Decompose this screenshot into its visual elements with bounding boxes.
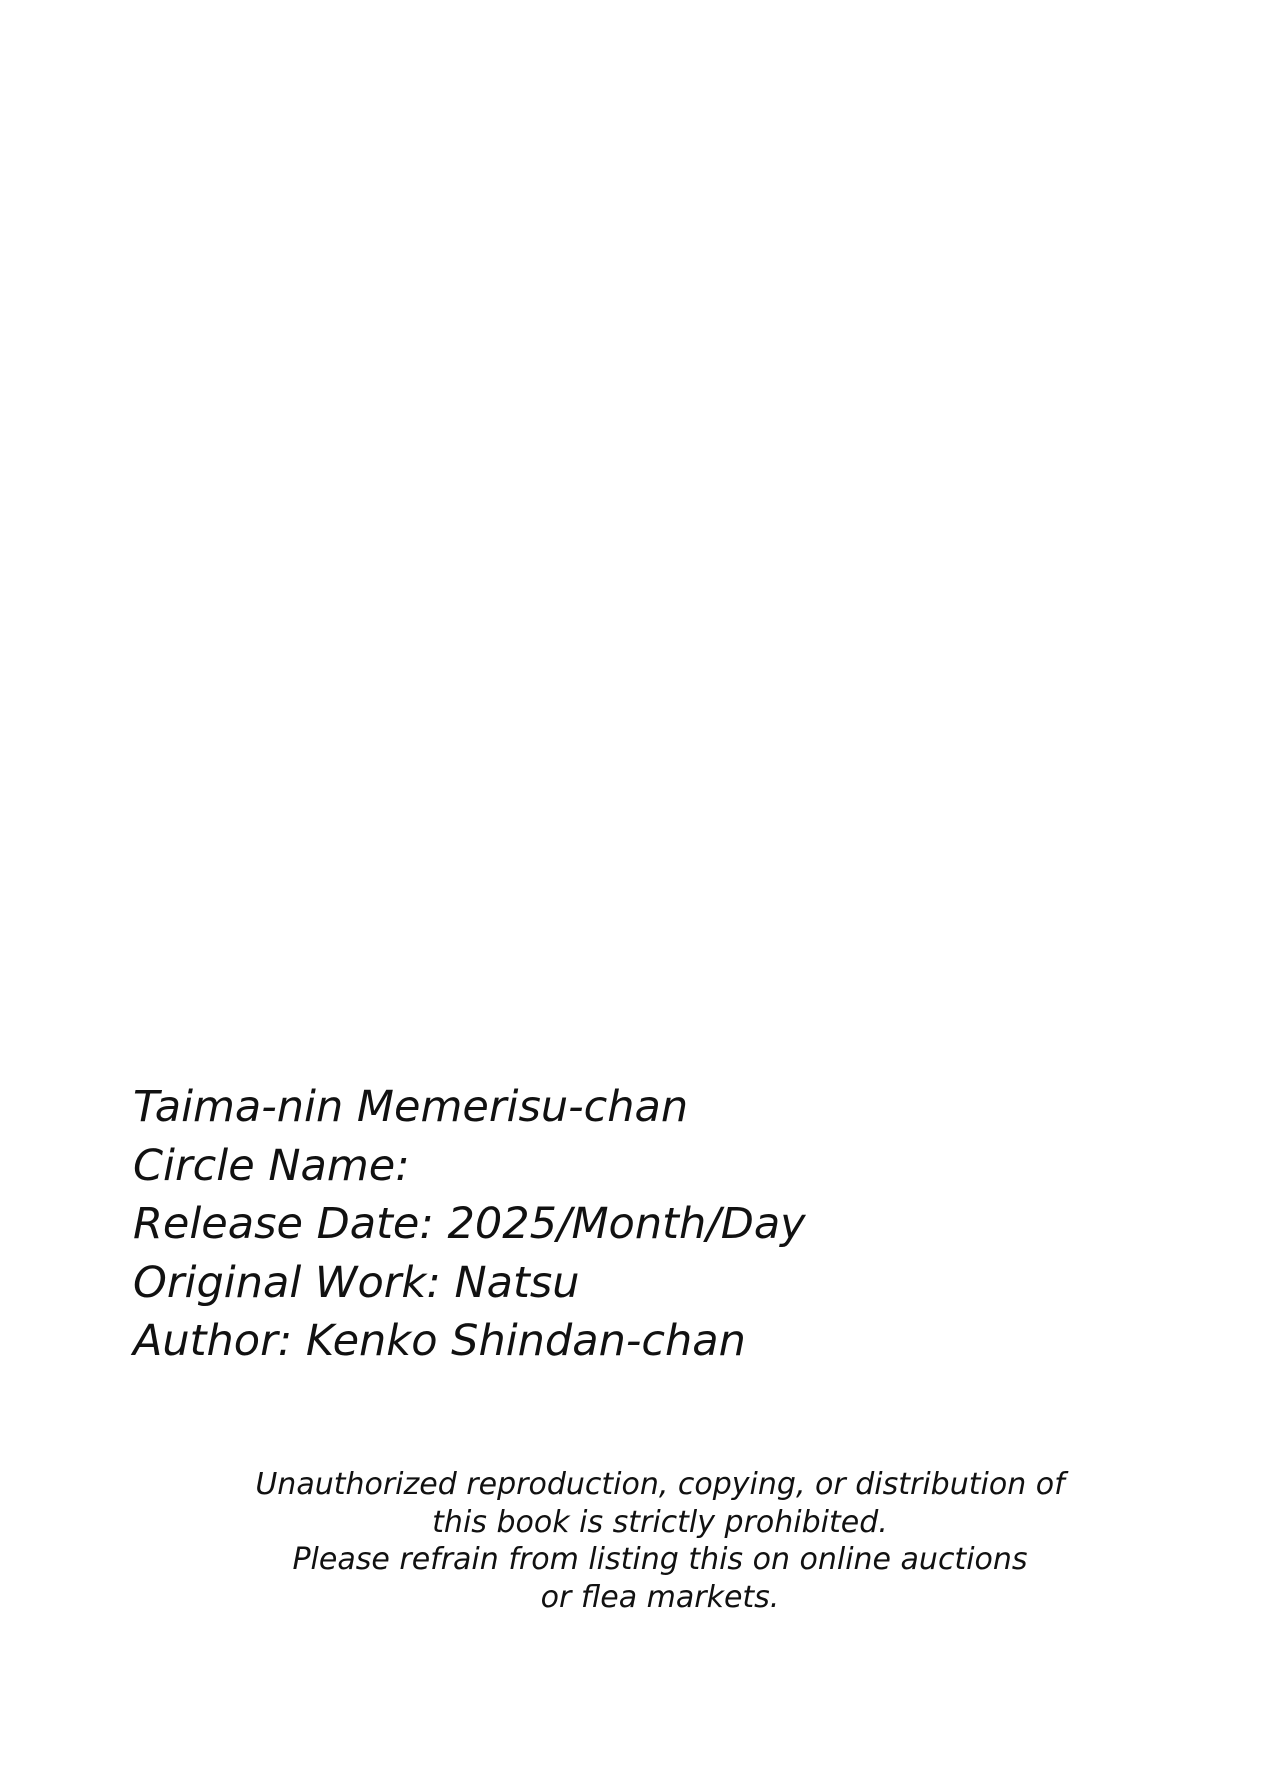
notice-line: or flea markets. xyxy=(540,1579,780,1615)
copyright-notice xyxy=(190,1466,1130,1616)
notice-line: this book is strictly prohibited. xyxy=(432,1504,888,1540)
original-work: Original Work: Natsu xyxy=(133,1257,580,1308)
colophon xyxy=(133,1078,806,1371)
author: Author: Kenko Shindan-chan xyxy=(133,1316,746,1366)
notice-line: Unauthorized reproduction, copying, or distribution of xyxy=(255,1467,1065,1502)
circle-name: Circle Name: xyxy=(133,1140,410,1191)
release-date: Release Date: 2025/Month/Day xyxy=(133,1199,806,1249)
book-title: Taima-nin Memerisu-chan xyxy=(133,1082,689,1132)
notice-line: Please refrain from listing this on online auctions xyxy=(292,1542,1028,1577)
